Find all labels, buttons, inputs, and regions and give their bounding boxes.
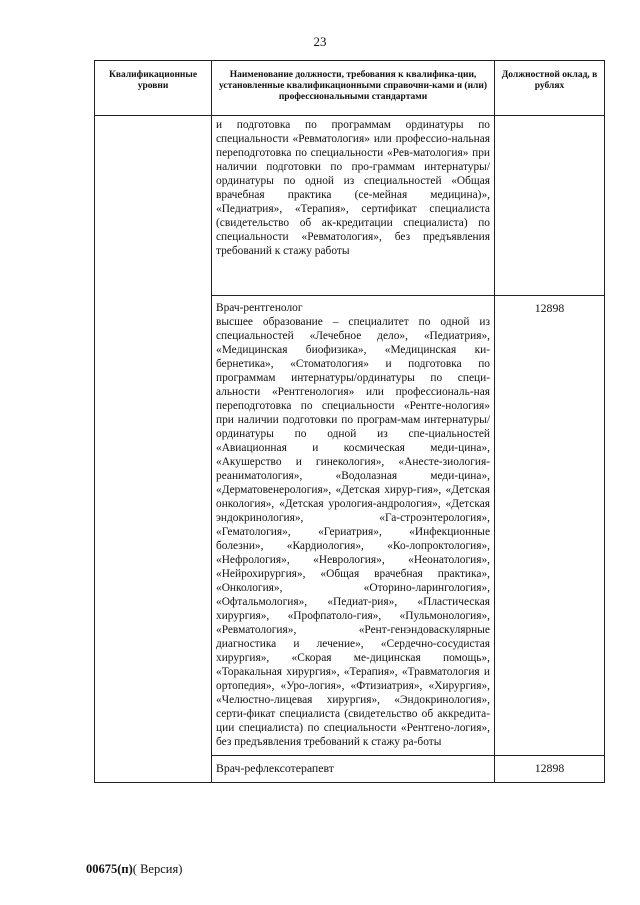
- document-version: ( Версия): [132, 862, 183, 876]
- position-requirements: высшее образование – специалитет по одной из специальностей «Лечебное дело», «Педиатрия», «Медицинская биофизика», «Медицинская ки-бернетика», «Стоматология» и подготовка по программам интернатуры/ординатуры по специ-альности «Рентгенология» или профессиональ-ная переподготовка по специальности «Рентге-нология» при наличии подготовки по програм-мам интернатуры/ординатуры по одной из спе-циальностей «Авиационная и космическая меди-цина», «Акушерство и гинекология», «Анесте-зиология-реаниматология», «Водолазная меди-цина», «Дерматовенерология», «Детская хирур-гия», «Детская онкология», «Детская урология-андрология», «Детская эндокринология», «Га-строэнтерология», «Гематология», «Гериатрия», «Инфекционные болезни», «Кардиология», «Ко-лопроктология», «Нефрология», «Неврология», «Неонатология», «Нейрохирургия», «Общая врачебная практика», «Онкология», «Оторино-ларингология», «Офтальмология», «Педиат-рия», «Пластическая хирургия», «Профпатоло-гия», «Пульмонология», «Ревматология», «Рент-генэндоваскулярные диагностика и лечение», «Сердечно-сосудистая хирургия», «Скорая ме-дицинская помощь», «Торакальная хирургия», «Терапия», «Травматология и ортопедия», «Уро-логия», «Фтизиатрия», «Хирургия», «Челюстно-лицевая хирургия», «Эндокринология», серти-фикат специалиста (свидетельство об аккредита-ции специалиста) по специальности «Рентгено-логия», без предъявления требований к стажу ра-боты: [216, 316, 490, 748]
- position-cell: [212, 756, 495, 783]
- position-title: Врач-рентгенолог: [216, 302, 303, 314]
- header-levels: Квалификационные уровни: [95, 61, 212, 116]
- salary-cell: 12898: [495, 756, 605, 783]
- document-code: 00675(п): [86, 862, 133, 876]
- document-footer: [86, 862, 182, 877]
- position-cell: [212, 296, 495, 756]
- header-salary: Должностной оклад, в рублях: [495, 61, 605, 116]
- table-header-row: [95, 61, 605, 116]
- salary-cell: [495, 116, 605, 296]
- table-row: [95, 116, 605, 296]
- salary-cell: 12898: [495, 296, 605, 756]
- header-position: Наименование должности, требования к квалифика-ции, установленные квалификационными справочни-ками и (или) профессиональными стандартами: [212, 61, 495, 116]
- position-title: Врач-рефлексотерапевт: [216, 761, 334, 775]
- levels-cell: [95, 116, 212, 783]
- page-number: 23: [313, 34, 327, 49]
- position-requirements: и подготовка по программам ординатуры по специальности «Ревматология» или профессио-нальная переподготовка по специальности «Рев-матология» при наличии подготовки по про-граммам интернатуры/ординатуры по одной из специальностей «Общая врачебная практика (се-мейная медицина)», «Педиатрия», «Терапия», сертификат специалиста (свидетельство об ак-кредитации специалиста) по специальности «Ревматология», без предъявления требований к стажу работы: [216, 119, 490, 257]
- requirements-cell: [212, 116, 495, 296]
- qualification-table: [94, 60, 605, 783]
